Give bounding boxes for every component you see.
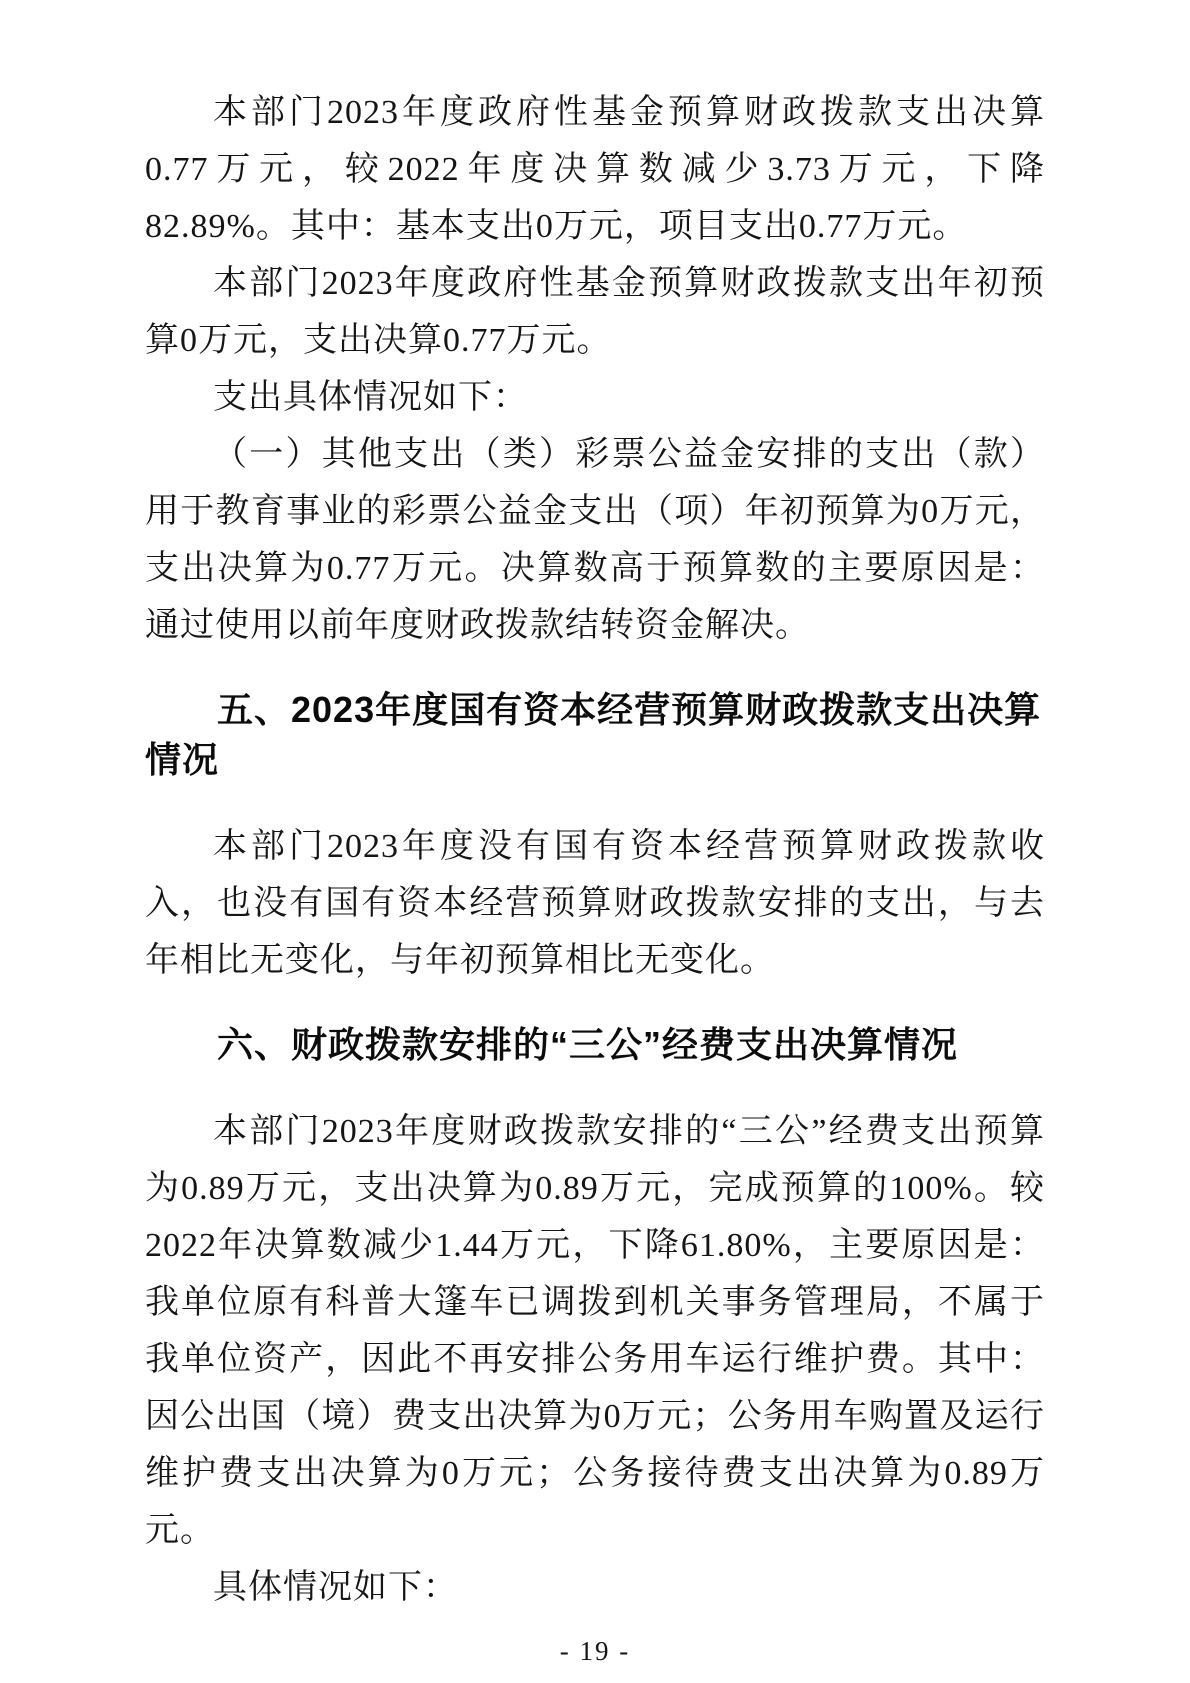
paragraph-gov-fund-expenditure-total: 本部门2023年度政府性基金预算财政拨款支出决算0.77万元，较2022年度决算数减少3.73万元，下降82.89%。其中：基本支出0万元，项目支出0.77万元。	[145, 94, 1045, 245]
paragraph-item-one-lottery-fund: （一）其他支出（类）彩票公益金安排的支出（款）用于教育事业的彩票公益金支出（项）年初预算为0万元，支出决算为0.77万元。决算数高于预算数的主要原因是：通过使用以前年度财政拨款结转资金解决。	[145, 436, 1045, 644]
heading-section-six-three-public-funds: 六、财政拨款安排的“三公”经费支出决算情况	[217, 1024, 959, 1065]
page-footer	[0, 1636, 1190, 1667]
paragraph-expenditure-detail-intro: 支出具体情况如下：	[213, 379, 528, 416]
paragraph-gov-fund-initial-budget: 本部门2023年度政府性基金预算财政拨款支出年初预算0万元，支出决算0.77万元。	[145, 265, 1045, 359]
paragraph-three-public-funds-detail: 本部门2023年度财政拨款安排的“三公”经费支出预算为0.89万元，支出决算为0.89万元，完成预算的100%。较2022年决算数减少1.44万元，下降61.80%，主要原因是：我单位原有科普大篷车已调拨到机关事务管理局，不属于我单位资产，因此不再安排公务用车运行维护费。其中：因公出国（境）费支出决算为0万元；公务用车购置及运行维护费支出决算为0万元；公务接待费支出决算为0.89万元。	[145, 1113, 1045, 1549]
heading-section-five-state-capital: 五、2023年度国有资本经营预算财政拨款支出决算情况	[145, 689, 1042, 780]
page-number: - 19 -	[559, 1636, 631, 1666]
paragraph-specifics-intro: 具体情况如下：	[213, 1569, 458, 1606]
paragraph-state-capital-no-change: 本部门2023年度没有国有资本经营预算财政拨款收入，也没有国有资本经营预算财政拨款安排的支出，与去年相比无变化，与年初预算相比无变化。	[145, 828, 1045, 979]
